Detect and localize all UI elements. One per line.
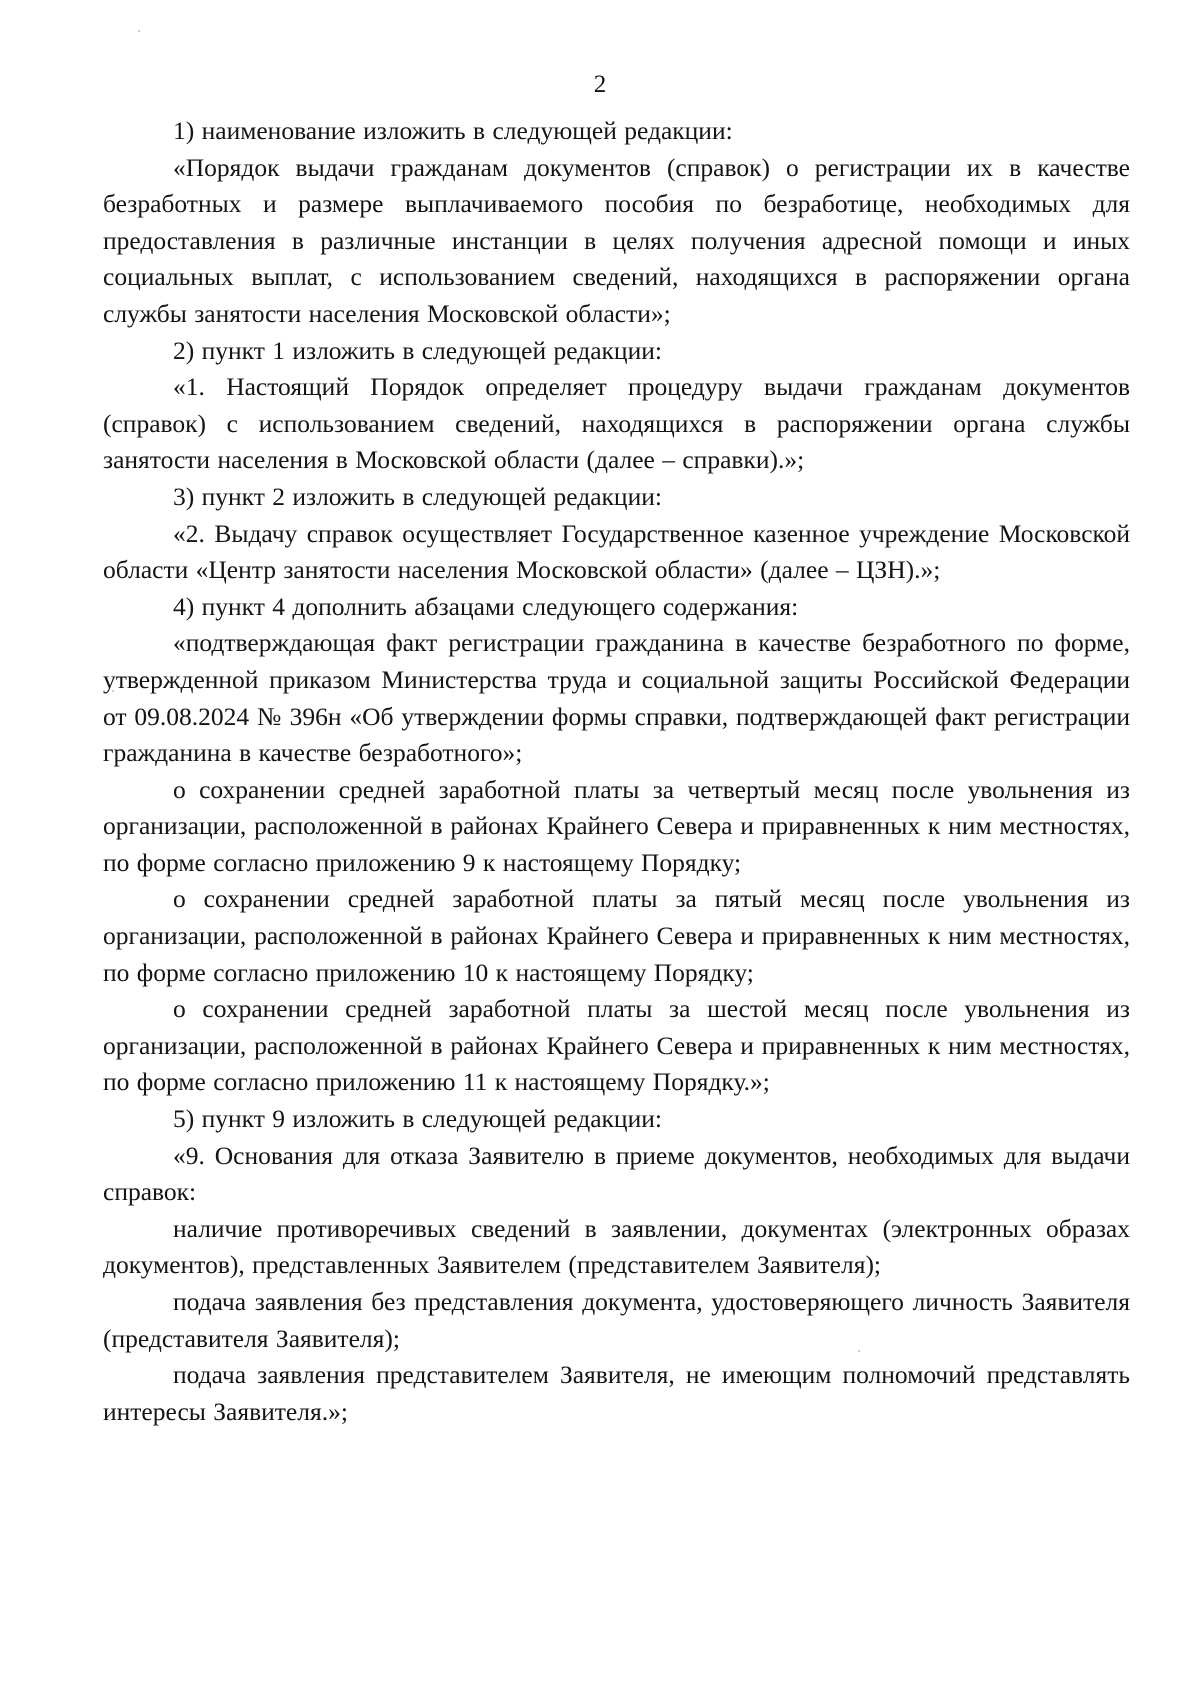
amendment-text-point-4-a: «подтверждающая факт регистрации гражданина в качестве безработного по форме, утвержденной приказом Министерства труда и социальной защиты Российской Федерации от 09.08.2024 № 396н «Об утверждении формы справки, подтверждающей факт регистрации гражданина в качестве безработного»; [103, 628, 1130, 768]
amendment-text-point-4-d: о сохранении средней заработной платы за шестой месяц после увольнения из организации, расположенной в районах Крайнего Севера и приравненных к ним местностях, по форме согласно приложению 11 к настоящему Порядку.»; [103, 994, 1130, 1097]
amendment-text-point-2: «2. Выдачу справок осуществляет Государственное казенное учреждение Московской области «Центр занятости населения Московской области» (далее – ЦЗН).»; [103, 518, 1130, 585]
amendment-item-3: 3) пункт 2 изложить в следующей редакции: [173, 481, 662, 511]
amendment-text-point-4-c: о сохранении средней заработной платы за пятый месяц после увольнения из организации, расположенной в районах Крайнего Севера и приравненных к ним местностях, по форме согласно приложению 10 к настоящему Порядку; [103, 884, 1130, 987]
amendment-text-point-9-a: наличие противоречивых сведений в заявлении, документах (электронных образах документов), представленных Заявителем (представителем Заявителя); [103, 1213, 1130, 1280]
document-body [103, 113, 1130, 1430]
amendment-item-1: 1) наименование изложить в следующей редакции: [173, 116, 733, 145]
scan-speck [138, 30, 140, 32]
page-number: 2 [593, 71, 607, 98]
amendment-text-point-9-c: подача заявления представителем Заявителя, не имеющим полномочий представлять интересы Заявителя.»; [103, 1360, 1130, 1426]
amendment-text-point-4-b: о сохранении средней заработной платы за четвертый месяц после увольнения из организации, расположенной в районах Крайнего Севера и приравненных к ним местностях, по форме согласно приложению 9 к настоящему Порядку; [103, 774, 1130, 877]
amendment-item-2: 2) пункт 1 изложить в следующей редакции: [173, 335, 662, 365]
amendment-item-4: 4) пункт 4 дополнить абзацами следующего содержания: [173, 591, 799, 621]
amendment-text-title: «Порядок выдачи гражданам документов (справок) о регистрации их в качестве безработных и размере выплачиваемого пособия по безработице, необходимых для предоставления в различные инстанции в целях получения адресной помощи и иных социальных выплат, с использованием сведений, находящихся в распоряжении органа службы занятости населения Московской области»; [103, 152, 1130, 328]
amendment-item-5: 5) пункт 9 изложить в следующей редакции: [173, 1104, 662, 1134]
amendment-text-point-9-b: подача заявления без представления документа, удостоверяющего личность Заявителя (представителя Заявителя); [103, 1287, 1130, 1353]
amendment-text-point-1: «1. Настоящий Порядок определяет процедуру выдачи гражданам документов (справок) с использованием сведений, находящихся в распоряжении органа службы занятости населения в Московской области (далее – справки).»; [103, 372, 1130, 475]
amendment-text-point-9: «9. Основания для отказа Заявителю в приеме документов, необходимых для выдачи справок: [103, 1140, 1130, 1207]
